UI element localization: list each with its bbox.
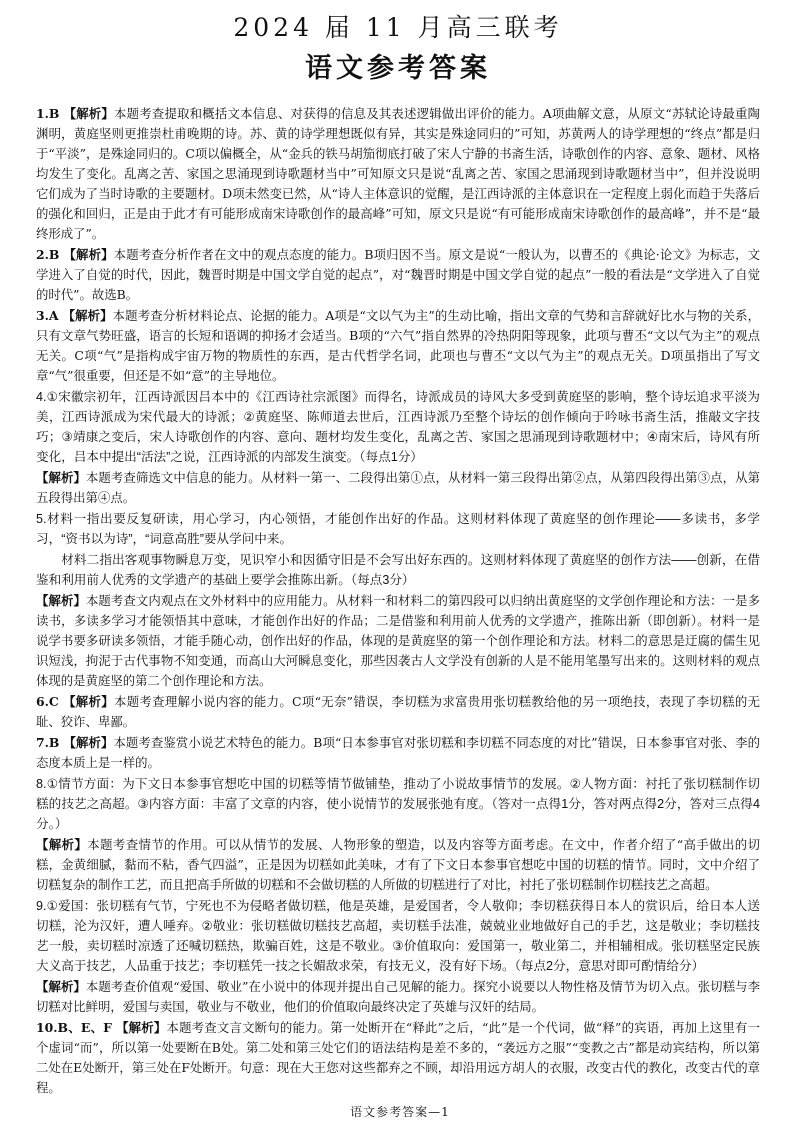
analysis-tag: 【解析】 xyxy=(36,470,86,485)
answer-item-1 xyxy=(36,104,760,244)
analysis-tag: 【解析】 xyxy=(63,247,114,262)
answer-item-5-part-2: 材料二指出客观事物瞬息万变，见识窄小和因循守旧是不会写出好东西的。这则材料体现了黄庭坚的创作方法——创新，在借鉴和利用前人优秀的文学遗产的基础上要学会推陈出新。（每点3分） xyxy=(36,553,760,587)
answer-number: 2.B xyxy=(36,247,60,262)
analysis-tag: 【解析】 xyxy=(36,837,88,852)
answer-number: 6.C xyxy=(36,694,59,709)
answer-item-8: 8.①情节方面：为下文日本参事官想吃中国的切糕等情节做铺垫，推动了小说故事情节的发展。②人物方面：衬托了张切糕制作切糕的技艺之高超。③内容方面：丰富了文章的内容，使小说情节的发展张弛有度。（答对一点得1分，答对两点得2分，答对三点得4分。） xyxy=(36,777,760,831)
page-footer: 语文参考答案—1 xyxy=(350,1105,450,1119)
answer-item-8-analysis xyxy=(36,835,760,895)
answer-number: 10.B、E、F xyxy=(36,1020,112,1035)
page-title: 语文参考答案 xyxy=(305,53,491,84)
answer-text: 本题考查鉴赏小说艺术特色的能力。B项“日本参事官对张切糕和李切糕不同态度的对比”错误，日本参事官对张、李的态度本质上是一样的。 xyxy=(36,735,760,770)
answer-content xyxy=(36,104,760,1098)
answer-item-9-analysis xyxy=(36,977,760,1017)
analysis-tag: 【解析】 xyxy=(36,979,86,994)
answer-text: 本题考查提取和概括文本信息、对获得的信息及其表述逻辑做出评价的能力。A项曲解文意，从原文“苏轼论诗最重陶渊明，黄庭坚则更推崇杜甫晚期的诗。苏、黄的诗学理想既似有异，其实是殊途同归的”可知，苏黄两人的诗学理想的“终点”都是归于“平淡”，是殊途同归的。C项以偏概全，从“金兵的铁马胡笳彻底打破了宋人宁静的书斋生活，诗歌创作的内容、意象、题材、风格均发生了变化。乱离之苦、家国之思涌现到诗歌题材当中”可知原文只是说“乱离之苦、家国之思涌现到诗歌题材当中”，但并没说明它们成为了当时诗歌的主要题材。D项未然变已然，从“诗人主体意识的觉醒，是江西诗派的主体意识在一定程度上弱化而趋于失落后的强化和回归，正是由于此才有可能形成南宋诗歌创作的最高峰”可知，原文只是说“有可能形成南宋诗歌创作的最高峰”，并不是“最终形成了”。 xyxy=(36,106,760,241)
answer-number: 3.A xyxy=(36,308,59,323)
answer-text: 本题考查文言文断句的能力。第一处断开在“释此”之后，“此”是一个代词，做“释”的宾语，再加上这里有一个虚词“而”，所以第一处要断在B处。第二处和第三处它们的语法结构是差不多的，“袭远方之服”“变教之古”都是动宾结构，所以第二处在E处断开，第三处在F处断开。句意：现在大王您对这些都弃之不顾，却沿用远方胡人的衣服，改变古代的教化，改变古代的章程。 xyxy=(36,1020,760,1095)
answer-text: 本题考查理解小说内容的能力。C项“无奈”错误，李切糕为求富贵用张切糕教给他的另一项绝技，表现了李切糕的无耻、狡诈、卑鄙。 xyxy=(36,694,761,729)
exam-header: 2024 届 11 月高三联考 xyxy=(233,13,563,42)
analysis-tag: 【解析】 xyxy=(63,735,114,750)
answer-item-5-analysis xyxy=(36,591,760,691)
answer-item-6 xyxy=(36,692,760,732)
analysis-tag: 【解析】 xyxy=(63,106,115,121)
answer-item-4-analysis xyxy=(36,468,760,508)
answer-item-5: 5.材料一指出要反复研读，用心学习，内心领悟，才能创作出好的作品。这则材料体现了黄庭坚的创作理论——多读书，多学习，“资书以为诗”，“词意高胜”要从学问中来。 xyxy=(36,512,760,546)
answer-text: 本题考查分析作者在文中的观点态度的能力。B项归因不当。原文是说“一般认为，以曹丕的《典论·论文》为标志，文学进入了自觉的时代，因此，魏晋时期是中国文学自觉的起点”，对“魏晋时期是中国文学自觉的起点”一般的看法是“文学进入了自觉的时代”。故选B。 xyxy=(36,247,760,302)
analysis-tag: 【解析】 xyxy=(116,1020,167,1035)
answer-text: 本题考查分析材料论点、论据的能力。A项是“文以气为主”的生动比喻，指出文章的气势和言辞就好比水与物的关系，只有文章气势旺盛，语言的长短和语调的抑扬才会适当。B项的“六气”指自然界的冷热阴阳等现象，此项与曹丕“文以气为主”的观点无关。C项“气”是指构成宇宙万物的物质性的东西，是古代哲学名词，此项也与曹丕“文以气为主”的观点无关。D项虽指出了写文章“气”很重要，但还是不如“意”的主导地位。 xyxy=(36,308,760,383)
analysis-text: 本题考查情节的作用。可以从情节的发展、人物形象的塑造，以及内容等方面考虑。在文中，作者介绍了“高手做出的切糕，金黄细腻，黏而不粘，香气四溢”，正是因为切糕如此美味，才有了下文日本参事官想吃中国的切糕的情节。同时，文中介绍了切糕复杂的制作工艺，而且把高手所做的切糕和不会做切糕的人所做的切糕进行了对比，衬托了张切糕制作切糕技艺之高超。 xyxy=(36,837,760,892)
analysis-text: 本题考查价值观“爱国、敬业”在小说中的体现并提出自己见解的能力。探究小说要以人物性格及情节为切入点。张切糕与李切糕对比鲜明，爱国与卖国，敬业与不敬业，他们的价值取向最终决定了英雄与汉奸的结局。 xyxy=(36,979,761,1014)
analysis-tag: 【解析】 xyxy=(36,593,86,608)
analysis-text: 本题考查筛选文中信息的能力。从材料一第一、二段得出第①点，从材料一第三段得出第②点，从第四段得出第③点，从第五段得出第④点。 xyxy=(36,470,760,505)
analysis-text: 本题考查文内观点在文外材料中的应用能力。从材料一和材料二的第四段可以归纳出黄庭坚的文学创作理论和方法：一是多读书，多读多学习才能领悟其中意味，才能创作出好的作品；二是借鉴和利用前人优秀的文学遗产，推陈出新（即创新）。材料一是说学书要多研读多领悟，才能手随心动，创作出好的作品，体现的是黄庭坚的第一个创作理论和方法。材料二的意思是迂腐的儒生见识短浅，拘泥于古代事物不知变通，而高山大河瞬息变化，那些因袭古人文学没有创新的人是不能用笔墨写出来的。这则材料的观点体现的是黄庭坚的第二个创作理论和方法。 xyxy=(36,593,760,688)
answer-item-3 xyxy=(36,306,760,386)
answer-item-2 xyxy=(36,245,760,305)
answer-item-4: 4.①宋徽宗初年，江西诗派因吕本中的《江西诗社宗派图》而得名，诗派成员的诗风大多受到黄庭坚的影响，整个诗坛追求平淡为美，江西诗派成为宋代最大的诗派；②黄庭坚、陈师道去世后，江西诗派乃至整个诗坛的创作倾向于吟咏书斋生活，推敲文字技巧；③靖康之变后，宋人诗歌创作的内容、意向、题材均发生变化，乱离之苦、家国之思涌现到诗歌题材中；④南宋后，诗风有所变化，吕本中提出“活法”之说，江西诗派的内部发生演变。（每点1分） xyxy=(36,390,760,464)
analysis-tag: 【解析】 xyxy=(63,694,114,709)
answer-item-9: 9.①爱国：张切糕有气节，宁死也不为侵略者做切糕，他是英雄，是爱国者，令人敬仰；李切糕获得日本人的赏识后，给日本人送切糕，沦为汉奸，遭人唾弃。②敬业：张切糕做切糕技艺高超，卖切糕手法准，兢兢业业地做好自己的手艺，这是敬业；李切糕技艺一般，卖切糕时凉透了还喊切糕热，欺骗百姓，这是不敬业。③价值取向：爱国第一，敬业第二，并相辅相成。张切糕坚定民族大义高于技艺，人品重于技艺；李切糕凭一技之长媚敌求荣，有技无义，没有好下场。（每点2分，意思对即可酌情给分） xyxy=(36,899,760,973)
answer-item-10 xyxy=(36,1018,760,1098)
answer-item-7 xyxy=(36,733,760,773)
analysis-tag: 【解析】 xyxy=(62,308,113,323)
answer-number: 7.B xyxy=(36,735,60,750)
answer-number: 1.B xyxy=(36,106,60,121)
